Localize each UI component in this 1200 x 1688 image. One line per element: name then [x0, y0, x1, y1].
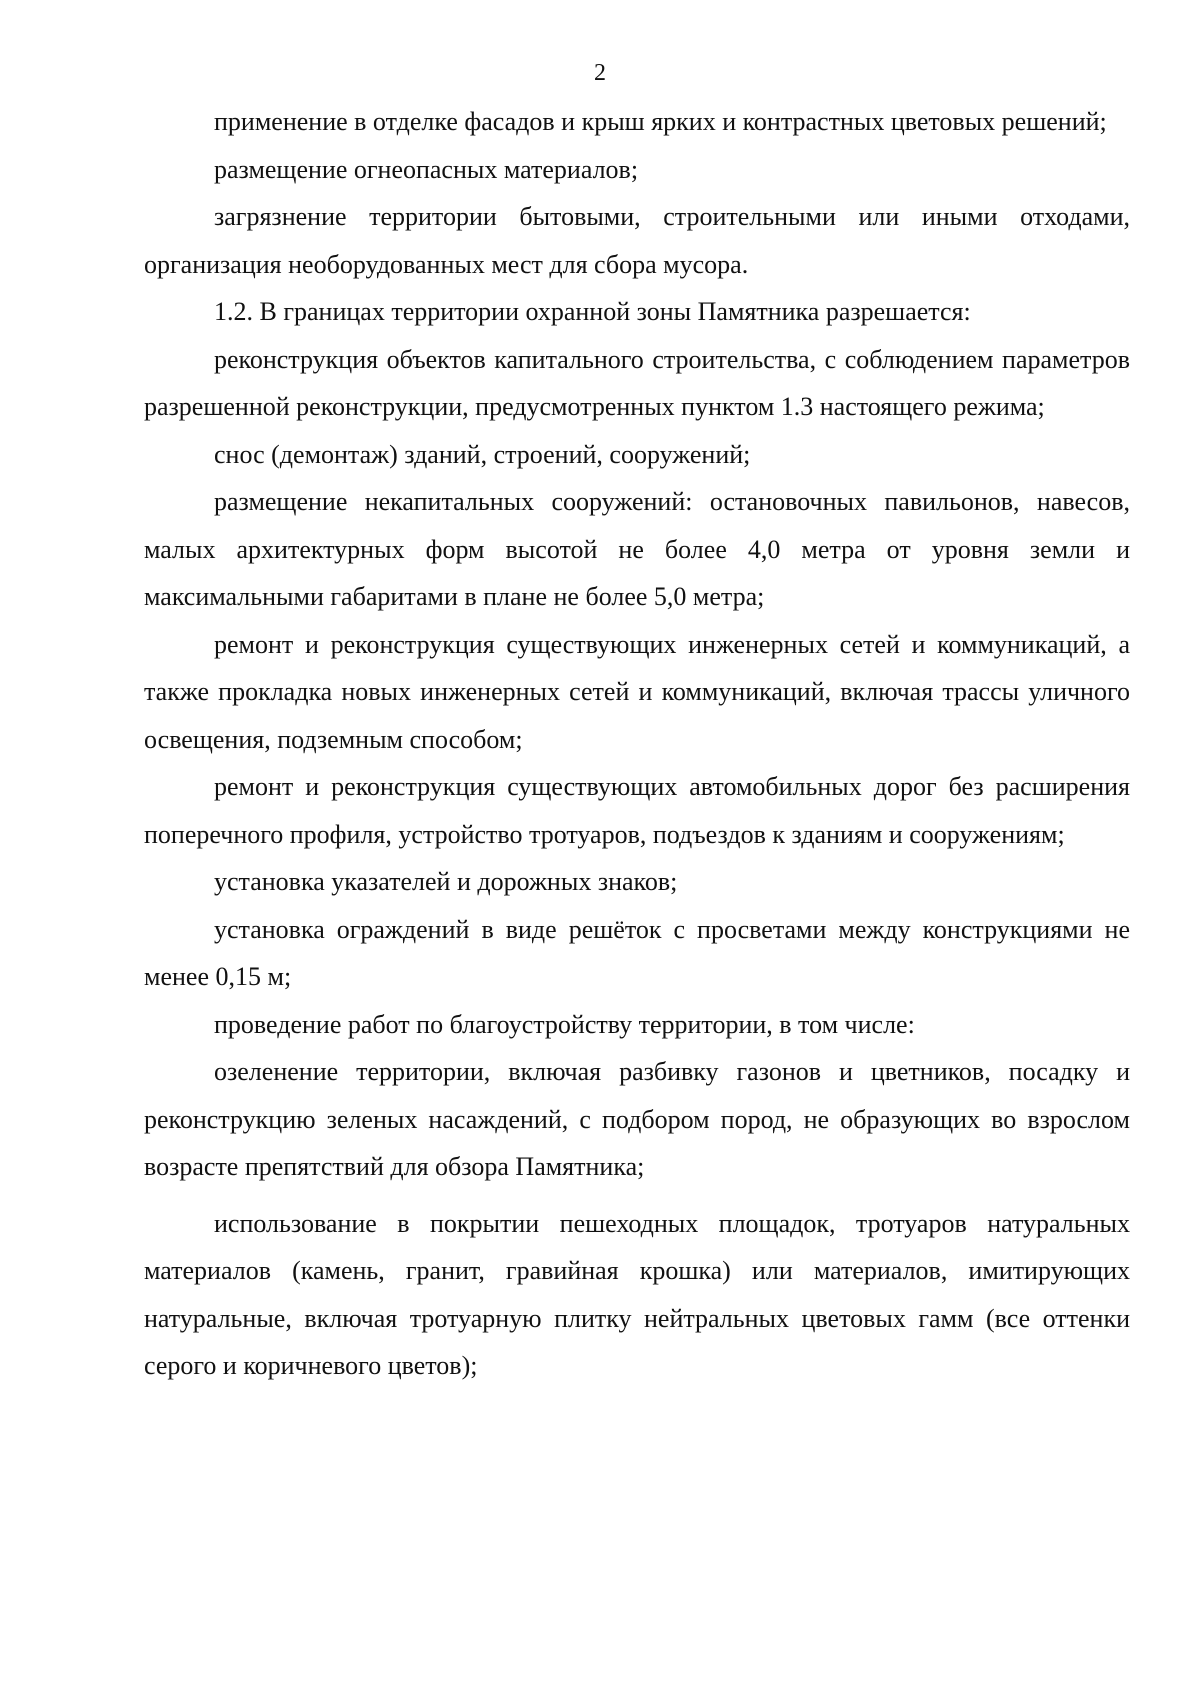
paragraph: реконструкция объектов капитального строительства, с соблюдением параметров разрешенной реконструкции, предусмотренных пунктом 1.3 настоящего режима;: [144, 344, 1130, 421]
paragraph: проведение работ по благоустройству территории, в том числе:: [214, 1009, 915, 1039]
paragraph: установка указателей и дорожных знаков;: [214, 867, 678, 896]
paragraph: использование в покрытии пешеходных площадок, тротуаров натуральных материалов (камень, гранит, гравийная крошка) или материалов, имитирующих натуральные, включая тротуарную плитку нейтральных цветовых гамм (все оттенки серого и коричневого цветов);: [144, 1208, 1130, 1380]
paragraph: 1.2. В границах территории охранной зоны Памятника разрешается:: [214, 297, 971, 326]
paragraph: ремонт и реконструкция существующих автомобильных дорог без расширения поперечного профиля, устройство тротуаров, подъездов к зданиям и сооружениям;: [144, 772, 1130, 849]
paragraph: применение в отделке фасадов и крыш ярких и контрастных цветовых решений;: [214, 107, 1107, 136]
paragraph: озеленение территории, включая разбивку газонов и цветников, посадку и реконструкцию зеленых насаждений, с подбором пород, не образующих во взрослом возрасте препятствий для обзора Памятника;: [144, 1057, 1130, 1181]
document-body: [144, 98, 1130, 1390]
page-number: 2: [594, 60, 606, 86]
paragraph: установка ограждений в виде решёток с просветами между конструкциями не менее 0,15 м;: [144, 914, 1130, 991]
paragraph: снос (демонтаж) зданий, строений, сооружений;: [214, 439, 751, 469]
paragraph: размещение некапитальных сооружений: остановочных павильонов, навесов, малых архитектурных форм высотой не более 4,0 метра от уровня земли и максимальными габаритами в плане не более 5,0 метра;: [144, 487, 1130, 611]
paragraph: ремонт и реконструкция существующих инженерных сетей и коммуникаций, а также прокладка новых инженерных сетей и коммуникаций, включая трассы уличного освещения, подземным способом;: [144, 629, 1130, 754]
paragraph: размещение огнеопасных материалов;: [214, 154, 639, 184]
paragraph: загрязнение территории бытовыми, строительными или иными отходами, организация необорудованных мест для сбора мусора.: [144, 202, 1130, 279]
